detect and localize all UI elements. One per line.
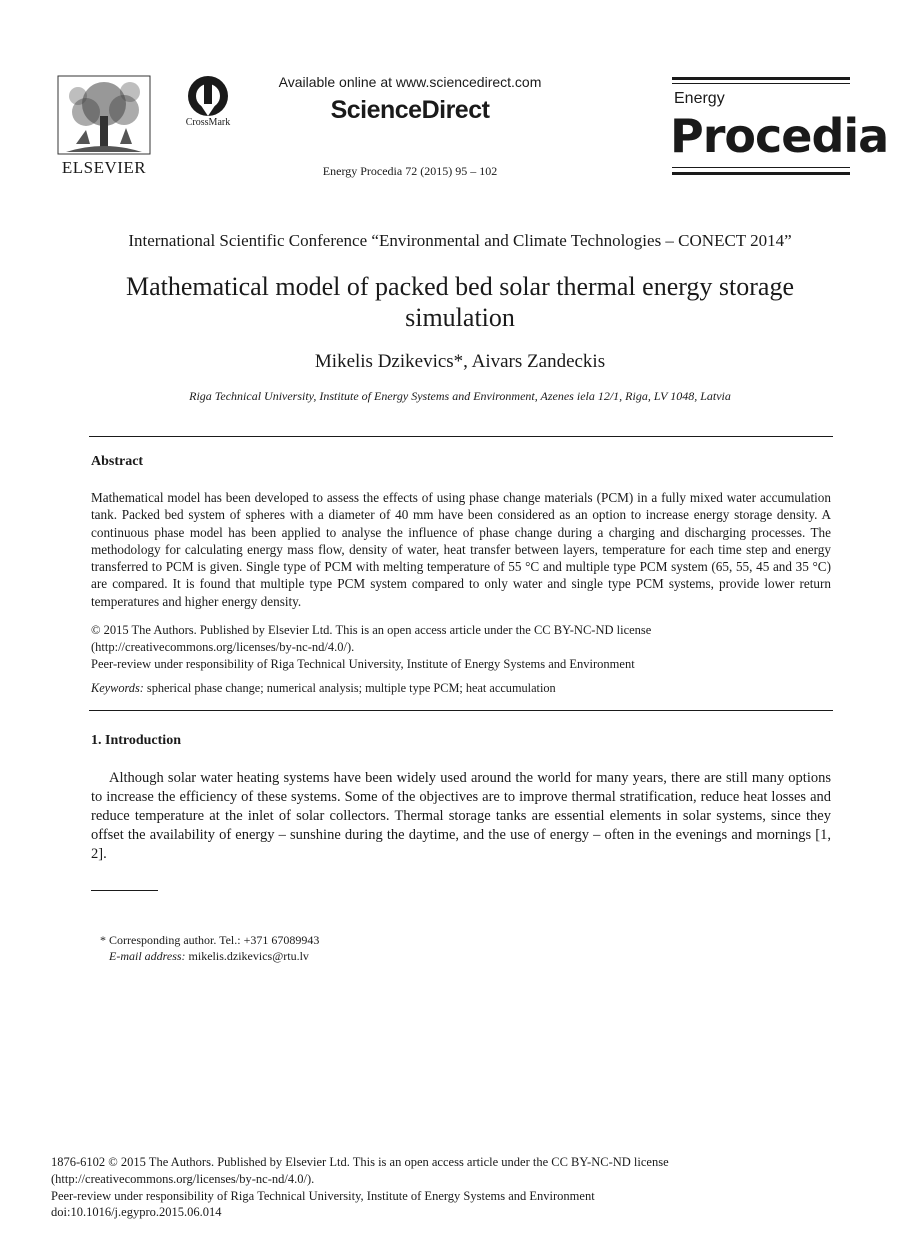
footer-license-link[interactable]: (http://creativecommons.org/licenses/by-nc-nd/4.0/). bbox=[51, 1171, 315, 1186]
author-list: Mikelis Dzikevics*, Aivars Zandeckis bbox=[314, 351, 606, 372]
keywords-list: spherical phase change; numerical analysis; multiple type PCM; heat accumulation bbox=[146, 681, 556, 695]
email-line bbox=[100, 948, 319, 964]
journal-name-procedia: Procedia bbox=[670, 109, 889, 163]
abstract-text: Mathematical model has been developed to assess the effects of using phase change materials (PCM) in a fully mixed water accumulation tank. Packed bed system of spheres with a diameter of 40 mm have been considered as an option to increase energy storage density. A continuous phase model has been applied to analyse the influence of phase change during a charging and discharging processes. The methodology for calculating energy mass flow, density of water, heat transfer between layers, temperature for each time step and energy transferred to PCM is given. Single type of PCM with melting temperature of 55 °C and multiple type PCM system (65, 55, 45 and 35 °C) are compared. It is found that multiple type PCM system compared to only water and single type PCM systems, provide lower return temperatures and higher energy density. bbox=[91, 490, 831, 609]
license-block bbox=[91, 622, 831, 673]
available-online-text: Available online at www.sciencedirect.com bbox=[278, 74, 542, 90]
footer-doi[interactable]: doi:10.1016/j.egypro.2015.06.014 bbox=[51, 1205, 222, 1220]
paper-title-line: Mathematical model of packed bed solar thermal energy storage bbox=[125, 272, 795, 301]
peer-review-statement: Peer-review under responsibility of Riga Technical University, Institute of Energy Systems and Environment bbox=[91, 657, 635, 671]
license-statement: © 2015 The Authors. Published by Elsevier Ltd. This is an open access article under the CC BY-NC-ND license bbox=[91, 623, 652, 637]
keywords-label: Keywords: bbox=[91, 681, 144, 695]
section-divider bbox=[89, 436, 833, 437]
keywords-line bbox=[91, 681, 831, 696]
email-label: E-mail address: bbox=[109, 949, 186, 963]
elsevier-wordmark: ELSEVIER bbox=[61, 158, 147, 177]
conference-name: International Scientific Conference “Environmental and Climate Technologies – CONECT 2014” bbox=[128, 231, 792, 250]
journal-reference: Energy Procedia 72 (2015) 95 – 102 bbox=[322, 164, 498, 178]
footnote-divider bbox=[91, 890, 158, 891]
author-affiliation: Riga Technical University, Institute of Energy Systems and Environment, Azenes iela 12/1, Riga, LV 1048, Latvia bbox=[189, 389, 731, 403]
introduction-text: Although solar water heating systems have been widely used around the world for many years, there are still many options to increase the efficiency of these systems. Some of the objectives are to improve thermal stratification, reduce heat losses and reduce temperature at the inlet of solar collectors. Thermal storage tanks are essential elements in solar systems, since they offset the availability of energy – sunshine during the daytime, and the use of energy – often in the evenings and mornings [1, 2]. bbox=[91, 770, 831, 862]
footer-issn-license: 1876-6102 © 2015 The Authors. Published by Elsevier Ltd. This is an open access article under the CC BY-NC-ND license bbox=[51, 1155, 669, 1169]
paper-title bbox=[80, 271, 840, 333]
masthead-rule bbox=[672, 167, 850, 168]
section-divider bbox=[89, 710, 833, 711]
masthead-rule bbox=[672, 83, 850, 84]
email-address[interactable]: mikelis.dzikevics@rtu.lv bbox=[188, 949, 309, 963]
footnote bbox=[100, 932, 319, 964]
masthead-rule bbox=[672, 172, 850, 175]
journal-name-energy: Energy bbox=[674, 90, 725, 107]
sciencedirect-logo: ScienceDirect bbox=[330, 96, 490, 124]
introduction-heading: 1. Introduction bbox=[91, 733, 181, 748]
crossmark-label: CrossMark bbox=[185, 117, 231, 128]
license-link[interactable]: (http://creativecommons.org/licenses/by-nc-nd/4.0/). bbox=[91, 640, 355, 654]
masthead-rule bbox=[672, 77, 850, 80]
abstract-heading: Abstract bbox=[91, 454, 144, 469]
corresponding-author: * Corresponding author. Tel.: +371 67089943 bbox=[100, 933, 320, 947]
page-footer bbox=[51, 1154, 871, 1221]
paper-title-line: simulation bbox=[405, 303, 515, 332]
footer-peer-review: Peer-review under responsibility of Riga Technical University, Institute of Energy Systems and Environment bbox=[51, 1188, 595, 1203]
